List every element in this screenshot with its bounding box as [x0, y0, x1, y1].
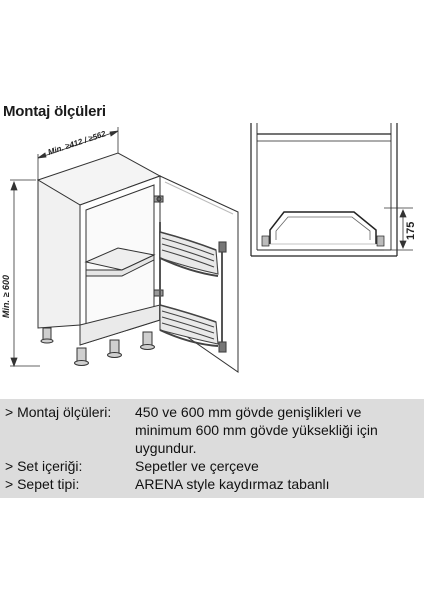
specifications-panel: [0, 399, 424, 498]
height-dimension-label: Min. ≥ 600: [1, 275, 11, 318]
spec-value: ARENA style kaydırmaz tabanlı: [135, 476, 330, 492]
spec-value: 450 ve 600 mm gövde genişlikleri ve minimum 600 mm gövde yüksekliği için uygundur.: [135, 404, 378, 456]
spec-label: > Sepet tipi:: [5, 476, 80, 492]
cabinet-side-panel: [38, 180, 80, 328]
section-height-label: 175: [405, 221, 417, 240]
height-dimension: [10, 180, 40, 366]
page-title: Montaj ölçüleri: [3, 103, 106, 120]
spec-value: Sepetler ve çerçeve: [135, 458, 259, 474]
spec-label: > Set içeriği:: [5, 458, 83, 474]
spec-label: > Montaj ölçüleri:: [5, 404, 112, 420]
section-view: [251, 123, 397, 256]
width-dimension-label: Min. ≥412 / ≥562: [46, 129, 107, 157]
